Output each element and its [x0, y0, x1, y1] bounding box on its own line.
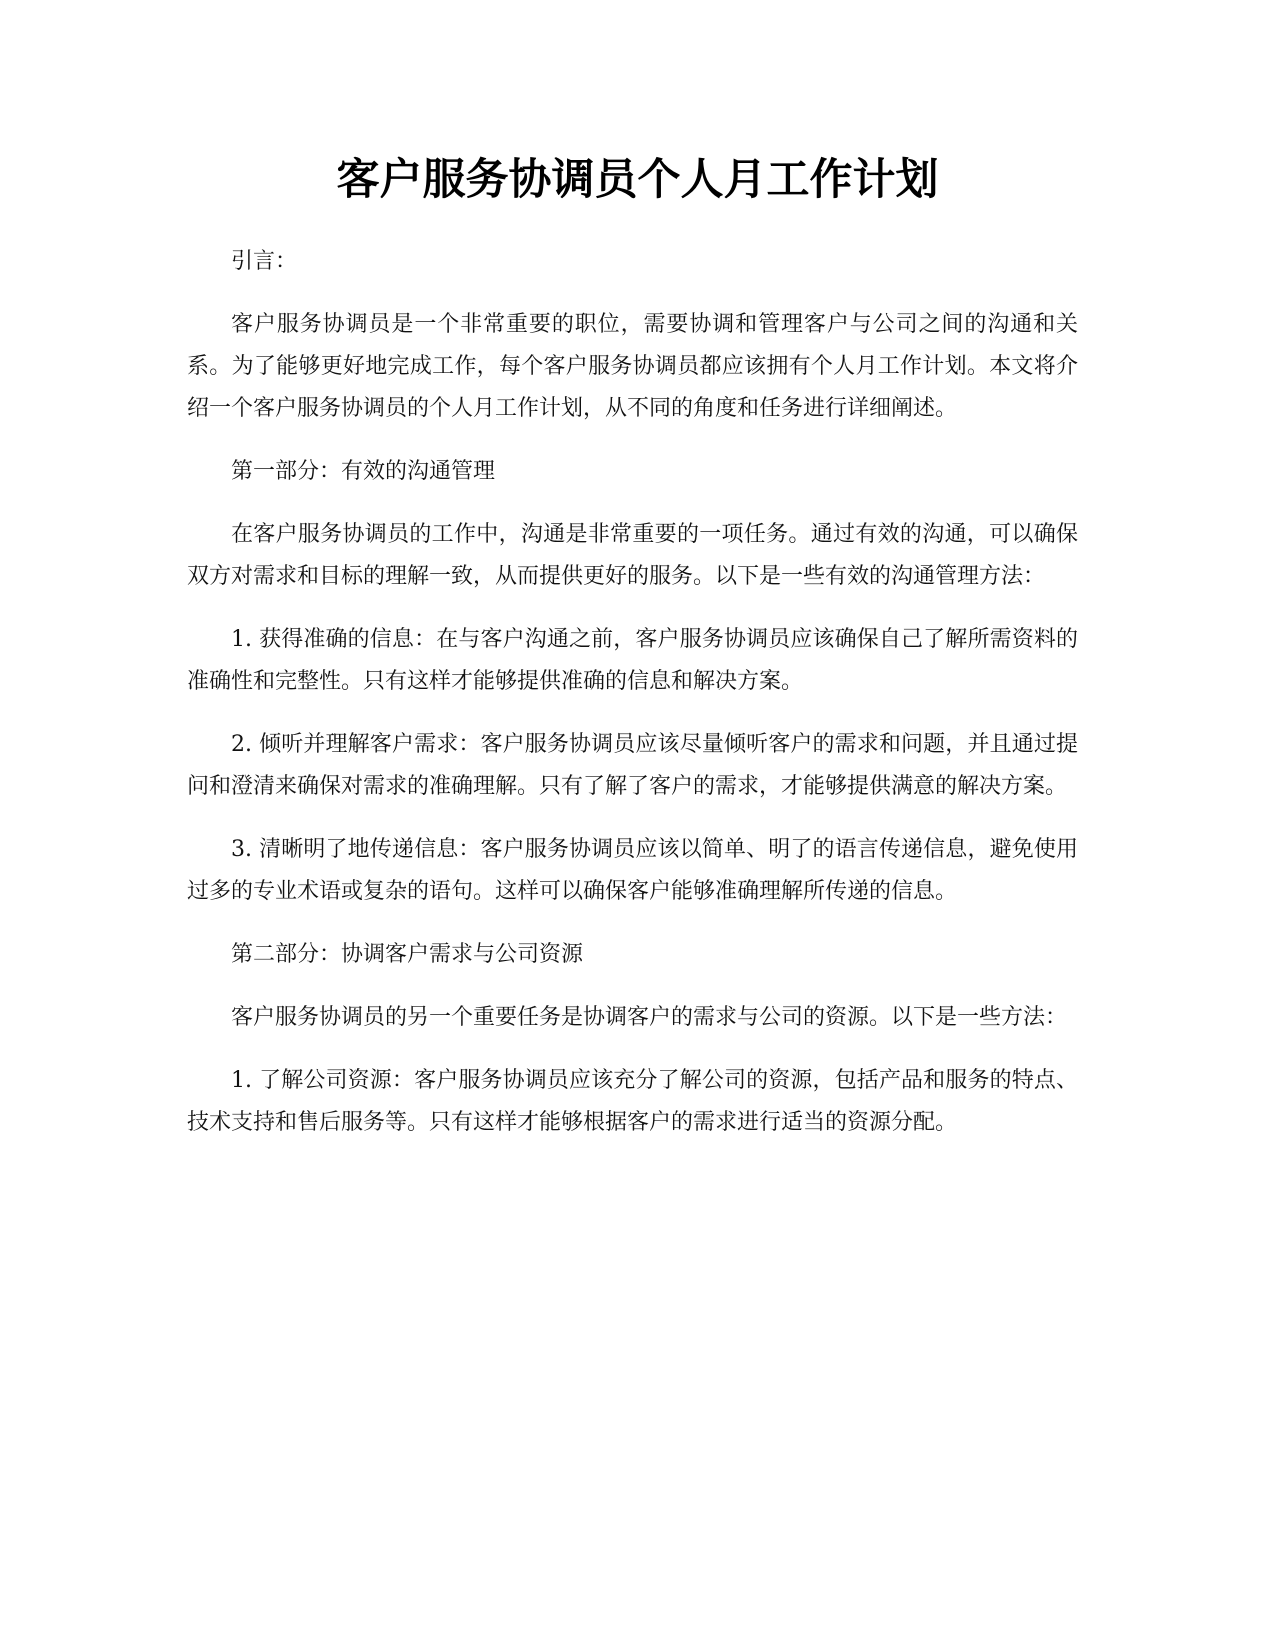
document-title: 客户服务协调员个人月工作计划 — [336, 155, 939, 205]
section-1-paragraph: 在客户服务协调员的工作中，沟通是非常重要的一项任务。通过有效的沟通，可以确保双方对需求和目标的理解一致，从而提供更好的服务。以下是一些有效的沟通管理方法： — [187, 522, 1078, 589]
section-1-heading: 第一部分：有效的沟通管理 — [231, 459, 496, 484]
section-2-item-1: 1. 了解公司资源：客户服务协调员应该充分了解公司的资源，包括产品和服务的特点、技术支持和售后服务等。只有这样才能够根据客户的需求进行适当的资源分配。 — [187, 1068, 1078, 1135]
section-2-heading: 第二部分：协调客户需求与公司资源 — [231, 942, 584, 967]
document-body — [187, 241, 1078, 1165]
section-1-item-2: 2. 倾听并理解客户需求：客户服务协调员应该尽量倾听客户的需求和问题，并且通过提问和澄清来确保对需求的准确理解。只有了解了客户的需求，才能够提供满意的解决方案。 — [187, 732, 1078, 799]
intro-heading: 引言： — [231, 249, 298, 274]
section-1-item-1: 1. 获得准确的信息：在与客户沟通之前，客户服务协调员应该确保自己了解所需资料的准确性和完整性。只有这样才能够提供准确的信息和解决方案。 — [187, 627, 1078, 694]
section-1-item-3: 3. 清晰明了地传递信息：客户服务协调员应该以简单、明了的语言传递信息，避免使用过多的专业术语或复杂的语句。这样可以确保客户能够准确理解所传递的信息。 — [187, 837, 1078, 904]
section-2-paragraph: 客户服务协调员的另一个重要任务是协调客户的需求与公司的资源。以下是一些方法： — [231, 1005, 1068, 1030]
intro-paragraph: 客户服务协调员是一个非常重要的职位，需要协调和管理客户与公司之间的沟通和关系。为了能够更好地完成工作，每个客户服务协调员都应该拥有个人月工作计划。本文将介绍一个客户服务协调员的个人月工作计划，从不同的角度和任务进行详细阐述。 — [187, 312, 1078, 421]
